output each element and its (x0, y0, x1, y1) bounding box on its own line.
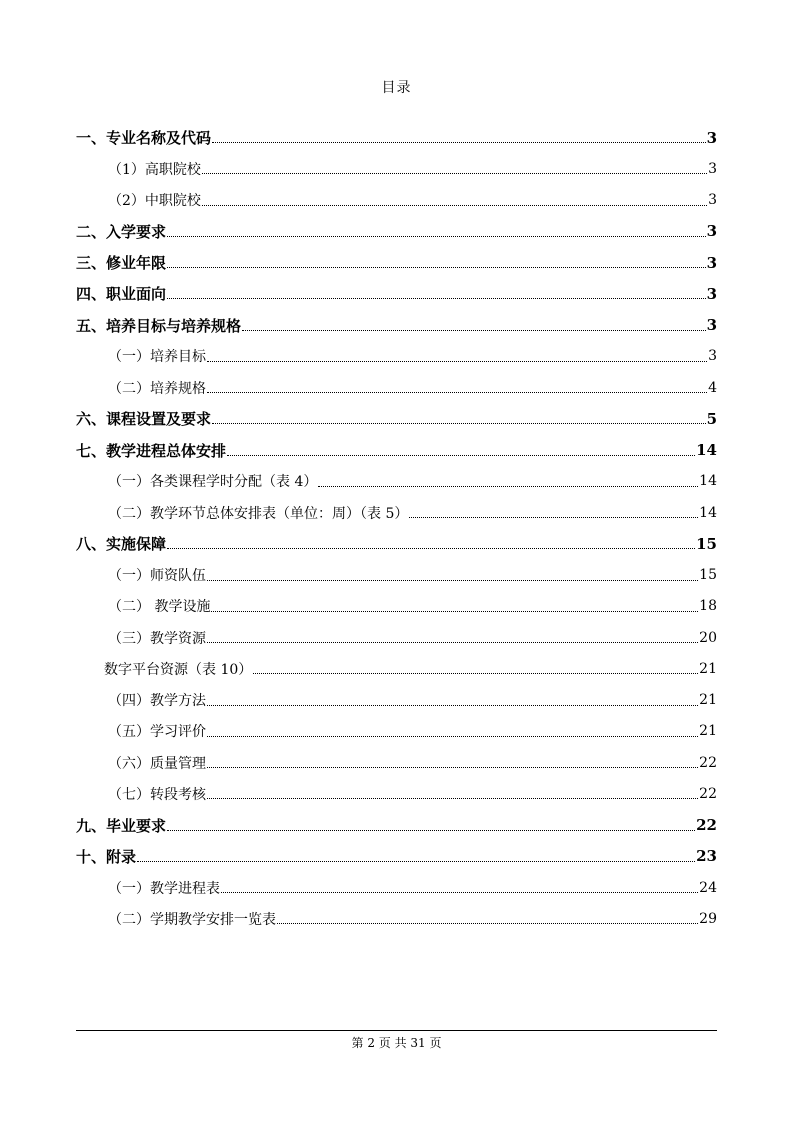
toc-entry-page-number: 3 (708, 348, 717, 365)
toc-leader-dots (212, 142, 706, 143)
toc-entry[interactable] (76, 278, 717, 309)
toc-entry[interactable] (76, 903, 717, 934)
toc-entry-label: 二、入学要求 (76, 222, 167, 241)
toc-entry[interactable] (76, 872, 717, 903)
toc-entry-page-number: 3 (708, 160, 717, 177)
toc-entry[interactable] (76, 747, 717, 778)
toc-leader-dots (318, 486, 698, 487)
toc-entry[interactable] (76, 216, 717, 247)
toc-entry-page-number: 3 (706, 284, 717, 303)
toc-entry-page-number: 22 (699, 785, 717, 802)
footer-divider (76, 1030, 717, 1031)
toc-entry[interactable] (76, 497, 717, 528)
toc-entry-label: 九、毕业要求 (76, 816, 167, 835)
toc-leader-dots (242, 330, 706, 331)
toc-entry[interactable] (76, 247, 717, 278)
toc-leader-dots (202, 205, 707, 206)
toc-entry[interactable] (76, 528, 717, 559)
toc-leader-dots (137, 861, 695, 862)
toc-leader-dots (277, 923, 698, 924)
toc-entry-label: （2）中职院校 (108, 193, 201, 210)
toc-entry-label: （七）转段考核 (108, 786, 206, 803)
toc-entry[interactable] (76, 122, 717, 153)
toc-entry-label: （四）教学方法 (108, 693, 206, 710)
toc-entry-label: （六）质量管理 (108, 755, 206, 772)
toc-entry[interactable] (76, 653, 717, 684)
toc-entry-label: 三、修业年限 (76, 254, 167, 273)
toc-entry-label: （二）教学环节总体安排表（单位：周）（表 5） (108, 505, 409, 522)
toc-entry-label: （二）培养规格 (108, 380, 206, 397)
toc-entry-page-number: 21 (699, 692, 717, 709)
toc-leader-dots (207, 580, 698, 581)
toc-entry-page-number: 3 (706, 253, 717, 272)
toc-entry[interactable] (76, 466, 717, 497)
page-title: 目录 (381, 80, 412, 96)
toc-entry[interactable] (76, 185, 717, 216)
toc-entry-page-number: 23 (696, 847, 717, 866)
toc-entry[interactable] (76, 841, 717, 872)
toc-entry-page-number: 3 (708, 192, 717, 209)
toc-entry-page-number: 14 (699, 473, 717, 490)
toc-entry-page-number: 3 (706, 128, 717, 147)
toc-entry[interactable] (76, 591, 717, 622)
toc-entry-page-number: 14 (696, 441, 717, 460)
page-footer: 第 2 页 共 31 页 (351, 1036, 442, 1050)
toc-leader-dots (167, 236, 706, 237)
toc-entry-label: （五）学习评价 (108, 724, 206, 741)
toc-entry-page-number: 18 (699, 598, 717, 615)
toc-leader-dots (227, 455, 695, 456)
toc-entry-label: 四、职业面向 (76, 285, 167, 304)
toc-leader-dots (409, 517, 698, 518)
toc-leader-dots (207, 705, 698, 706)
toc-leader-dots (207, 767, 698, 768)
toc-entry-label: 七、教学进程总体安排 (76, 441, 227, 460)
toc-entry[interactable] (76, 560, 717, 591)
toc-entry-page-number: 22 (696, 816, 717, 835)
toc-entry-page-number: 29 (699, 910, 717, 927)
toc-leader-dots (207, 392, 707, 393)
toc-entry-label: （1）高职院校 (108, 161, 201, 178)
toc-entry-page-number: 3 (706, 222, 717, 241)
toc-entry-label: （二） 教学设施 (108, 599, 211, 616)
toc-entry[interactable] (76, 778, 717, 809)
toc-leader-dots (207, 642, 698, 643)
toc-leader-dots (167, 267, 706, 268)
toc-entry[interactable] (76, 341, 717, 372)
toc-entry-page-number: 24 (699, 879, 717, 896)
toc-entry-page-number: 21 (699, 723, 717, 740)
toc-leader-dots (167, 298, 706, 299)
toc-leader-dots (207, 361, 707, 362)
toc-entry-page-number: 15 (696, 534, 717, 553)
toc-entry-page-number: 4 (708, 379, 717, 396)
toc-entry[interactable] (76, 716, 717, 747)
toc-entry-label: （二）学期教学安排一览表 (108, 911, 276, 928)
toc-entry-label: （一）教学进程表 (108, 880, 220, 897)
toc-leader-dots (221, 892, 698, 893)
toc-entry-label: （三）教学资源 (108, 630, 206, 647)
toc-entry-label: （一）培养目标 (108, 349, 206, 366)
toc-entry-label: 八、实施保障 (76, 535, 167, 554)
toc-entry[interactable] (76, 310, 717, 341)
toc-entry-page-number: 20 (699, 629, 717, 646)
toc-entry-label: 五、培养目标与培养规格 (76, 316, 242, 335)
toc-entry[interactable] (76, 153, 717, 184)
toc-entry[interactable] (76, 810, 717, 841)
toc-entry-label: （一）各类课程学时分配（表 4） (108, 474, 318, 491)
toc-entry-page-number: 14 (699, 504, 717, 521)
toc-entry-page-number: 15 (699, 567, 717, 584)
toc-leader-dots (212, 423, 706, 424)
toc-leader-dots (207, 736, 698, 737)
toc-entry-page-number: 5 (706, 409, 717, 428)
toc-leader-dots (167, 830, 695, 831)
table-of-contents (76, 122, 717, 935)
toc-leader-dots (211, 611, 698, 612)
toc-entry[interactable] (76, 435, 717, 466)
toc-entry-label: 六、课程设置及要求 (76, 410, 212, 429)
toc-entry-label: 十、附录 (76, 847, 137, 866)
toc-entry[interactable] (76, 685, 717, 716)
toc-entry-page-number: 22 (699, 754, 717, 771)
toc-entry[interactable] (76, 622, 717, 653)
toc-entry-page-number: 21 (699, 660, 717, 677)
toc-leader-dots (253, 673, 698, 674)
toc-leader-dots (167, 548, 695, 549)
toc-entry[interactable] (76, 372, 717, 403)
toc-entry-page-number: 3 (706, 316, 717, 335)
toc-entry-label: 数字平台资源（表 10） (104, 661, 253, 678)
toc-leader-dots (202, 173, 707, 174)
toc-leader-dots (207, 798, 698, 799)
toc-entry-label: （一）师资队伍 (108, 568, 206, 585)
toc-entry[interactable] (76, 403, 717, 434)
toc-entry-label: 一、专业名称及代码 (76, 129, 212, 148)
